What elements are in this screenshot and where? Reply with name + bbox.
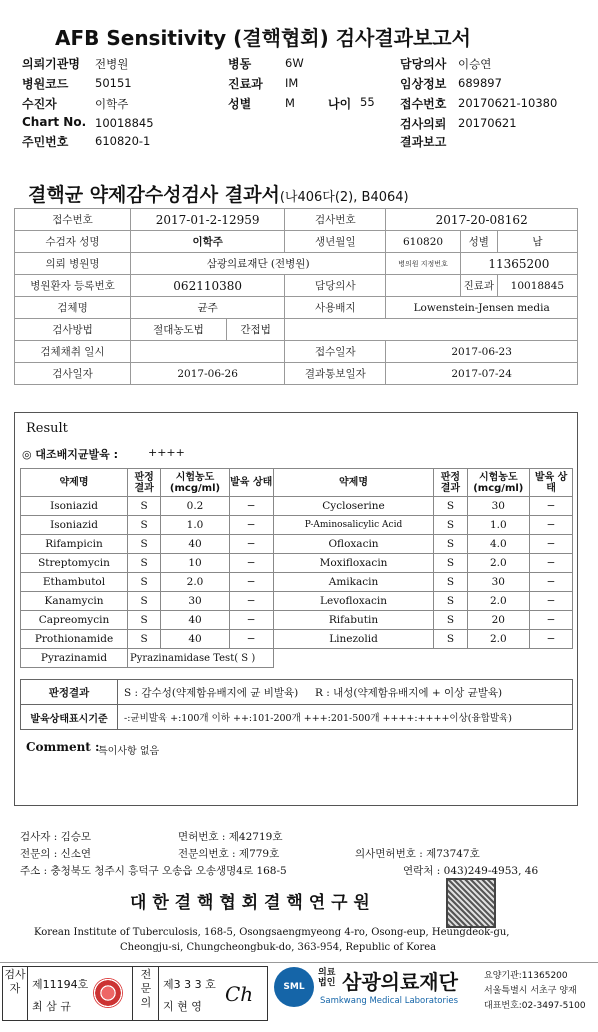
sign-name-2: 지 현 영: [163, 1000, 202, 1013]
collect-label: 검체채취 일시: [15, 341, 131, 363]
org-seal-icon: [446, 878, 496, 928]
col-drug: 약제명: [21, 469, 128, 497]
cell-drug: Moxifloxacin: [273, 554, 434, 573]
cell-judge: S: [434, 497, 467, 516]
growth-desc: -:균비발육 +:100개 이하 ++:101-200개 +++:201-500개 ++++:++++이상(융합발육): [118, 705, 573, 730]
sex: 남: [497, 231, 577, 253]
control-label: ◎ 대조배지균발육 :: [22, 448, 119, 461]
header-value: 10018845: [95, 116, 154, 130]
comment-text: 특이사항 없음: [98, 746, 160, 757]
header-label: 접수번호: [400, 97, 447, 111]
divider: [27, 966, 28, 1021]
table-row: [21, 592, 573, 611]
cell-conc: 20: [467, 611, 530, 630]
cell-drug: Isoniazid: [21, 516, 128, 535]
cell-drug: Linezolid: [273, 630, 434, 649]
divider: [132, 966, 133, 1021]
tester: 검사자 : 김승모: [20, 831, 92, 843]
header-label: 담당의사: [400, 57, 447, 71]
license3: 의사면허번호 : 제73747호: [355, 848, 480, 860]
method2: 간접법: [226, 319, 284, 341]
col-judge: 판정 결과: [127, 469, 160, 497]
cell-drug: Ofloxacin: [273, 535, 434, 554]
cell-judge: S: [127, 611, 160, 630]
cell-growth: −: [530, 611, 573, 630]
col-drug-2: 약제명: [273, 469, 434, 497]
dob: 610820: [386, 231, 460, 253]
org-name: 대 한 결 핵 협 회 결 핵 연 구 원: [130, 893, 370, 913]
header-value: 20170621: [458, 116, 517, 130]
test-no-label: 검사번호: [285, 209, 386, 231]
address: 주소 : 충청북도 청주시 흥덕구 오송읍 오송생명4로 168-5: [20, 865, 287, 877]
header-label: 병동: [228, 57, 252, 71]
col-judge-2: 판정 결과: [434, 469, 467, 497]
cell-judge: S: [127, 573, 160, 592]
cell-drug: Rifampicin: [21, 535, 128, 554]
cell-conc: 2.0: [467, 592, 530, 611]
header-label: Chart No.: [22, 115, 87, 129]
reg-patient: 062110380: [131, 275, 285, 297]
cell-drug: Isoniazid: [21, 497, 128, 516]
header-value: 689897: [458, 76, 502, 90]
medium: Lowenstein-Jensen media: [386, 297, 578, 319]
medium-label: 사용배지: [285, 297, 386, 319]
cell-conc: 2.0: [467, 630, 530, 649]
cell-judge: S: [434, 592, 467, 611]
recv-date: 2017-06-23: [386, 341, 578, 363]
sex-label: 성별: [460, 231, 497, 253]
header-value: 50151: [95, 76, 132, 90]
dept: 10018845: [497, 275, 577, 297]
table-row: [21, 573, 573, 592]
sign-label-1: 검사자: [4, 968, 26, 995]
cell-growth: −: [229, 611, 273, 630]
cell-growth: −: [530, 497, 573, 516]
cell-growth: −: [229, 535, 273, 554]
pza-result: Pyrazinamidase Test( S ): [127, 649, 273, 668]
header-label: 성별: [228, 97, 252, 111]
cell-judge: S: [434, 535, 467, 554]
cell-conc: 40: [161, 611, 229, 630]
cell-judge: S: [127, 497, 160, 516]
divider: [158, 966, 159, 1021]
header-label: 수진자: [22, 97, 57, 111]
col-growth: 발육 상태: [229, 469, 273, 497]
table-row: [21, 516, 573, 535]
cell-judge: S: [434, 630, 467, 649]
hosp-code-label: 병의원 지정번호: [386, 253, 460, 275]
patient-name: 이학주: [131, 231, 285, 253]
form-title: 결핵균 약제감수성검사 결과서(나406다(2), B4064): [28, 184, 409, 206]
specialist: 전문의 : 신소연: [20, 848, 92, 860]
cell-drug: Amikacin: [273, 573, 434, 592]
company-en: Samkwang Medical Laboratories: [320, 996, 459, 1006]
cell-judge: S: [434, 516, 467, 535]
cell-conc: 0.2: [161, 497, 229, 516]
cell-conc: 1.0: [467, 516, 530, 535]
header-label: 진료과: [228, 77, 263, 91]
test-no: 2017-20-08162: [386, 209, 578, 231]
table-row: [21, 535, 573, 554]
table-row: [21, 630, 573, 649]
cell-judge: S: [434, 554, 467, 573]
header-value: 이학주: [95, 97, 129, 111]
cell-conc: 30: [161, 592, 229, 611]
growth-label: 발육상태표시기준: [21, 705, 118, 730]
red-seal-icon: [93, 978, 123, 1008]
form-code: (나406다(2), B4064): [279, 190, 409, 205]
doctor-label: 담당의사: [285, 275, 386, 297]
header-value: IM: [285, 76, 299, 90]
notify-date: 2017-07-24: [386, 363, 578, 385]
sign-label-2: 전문의: [140, 968, 152, 1009]
header-value: 6W: [285, 56, 304, 70]
test-date-label: 검사일자: [15, 363, 131, 385]
info-table: [14, 208, 578, 385]
cell-drug: Ethambutol: [21, 573, 128, 592]
header-label: 결과보고: [400, 135, 447, 149]
hosp-code: 11365200: [460, 253, 577, 275]
sml-logo-icon: SML: [274, 967, 314, 1007]
cell-conc: 30: [467, 497, 530, 516]
recv-label: 접수일자: [285, 341, 386, 363]
header-value: M: [285, 96, 295, 110]
cell-growth: −: [229, 630, 273, 649]
result-table: [20, 468, 573, 668]
company-addr: 서울특별시 서초구 양재: [484, 986, 577, 996]
cell-drug: Levofloxacin: [273, 592, 434, 611]
cell-judge: S: [127, 554, 160, 573]
judge-desc: S : 감수성(약제함유배지에 균 비발육) R : 내성(약제함유배지에 + 이상 균발육): [118, 680, 573, 705]
cell-growth: −: [530, 535, 573, 554]
age-label: 나이: [328, 97, 352, 111]
cell-growth: −: [229, 592, 273, 611]
report-title: AFB Sensitivity (결핵협회) 검사결과보고서: [55, 26, 471, 50]
table-row: [21, 554, 573, 573]
cell-growth: −: [530, 630, 573, 649]
doctor: [386, 275, 460, 297]
header-value: 610820-1: [95, 134, 151, 148]
cell-growth: −: [530, 516, 573, 535]
cell-drug: Prothionamide: [21, 630, 128, 649]
specimen-label: 검체명: [15, 297, 131, 319]
col-conc: 시험농도 (mcg/ml): [161, 469, 229, 497]
sign-no-2: 제3 3 3 호: [163, 978, 216, 991]
cell-judge: S: [434, 611, 467, 630]
cell-judge: S: [127, 516, 160, 535]
header-label: 주민번호: [22, 135, 69, 149]
cell-growth: −: [229, 573, 273, 592]
specimen: 균주: [131, 297, 285, 319]
license1: 면허번호 : 제42719호: [178, 831, 283, 843]
dept-label: 진료과: [460, 275, 497, 297]
header-label: 검사의뢰: [400, 117, 447, 131]
col-conc-2: 시험농도 (mcg/ml): [467, 469, 530, 497]
cell-conc: 2.0: [161, 573, 229, 592]
cell-drug: Kanamycin: [21, 592, 128, 611]
table-row: [21, 611, 573, 630]
cell-judge: S: [434, 573, 467, 592]
col-growth-2: 발육 상태: [530, 469, 573, 497]
cell-growth: −: [229, 554, 273, 573]
legend-table: [20, 679, 573, 730]
cell-judge: S: [127, 535, 160, 554]
cell-judge: S: [127, 630, 160, 649]
cell-drug: Streptomycin: [21, 554, 128, 573]
cell-conc: 10: [161, 554, 229, 573]
judge-label: 판정결과: [21, 680, 118, 705]
cell-growth: −: [530, 592, 573, 611]
cell-conc: 40: [161, 535, 229, 554]
cell-growth: −: [530, 573, 573, 592]
method1: 절대농도법: [131, 319, 227, 341]
cell-conc: 30: [467, 573, 530, 592]
hospital: 삼광의료재단 (전병원): [131, 253, 386, 275]
sign-name-1: 최 삼 규: [32, 1000, 71, 1013]
collect: [131, 341, 285, 363]
eng-addr1: Korean Institute of Tuberculosis, 168-5, Osongsaengmyeong 4-ro, Osong-eup, Heungdeok-gu,: [34, 927, 510, 938]
reg-no: 2017-01-2-12959: [131, 209, 285, 231]
control-value: ++++: [148, 446, 185, 459]
cell-conc: 4.0: [467, 535, 530, 554]
company-code: 요양기관:11365200: [484, 971, 568, 981]
company-name: 삼광의료재단: [342, 970, 458, 994]
eng-addr2: Cheongju-si, Chungcheongbuk-do, 363-954, Republic of Korea: [120, 942, 437, 953]
reg-patient-label: 병원환자 등록번호: [15, 275, 131, 297]
pza-drug: Pyrazinamid: [21, 649, 128, 668]
name-label: 수검자 성명: [15, 231, 131, 253]
license2: 전문의번호 : 제779호: [178, 848, 280, 860]
cell-drug: Capreomycin: [21, 611, 128, 630]
cell-conc: 1.0: [161, 516, 229, 535]
dob-label: 생년월일: [285, 231, 386, 253]
cell-drug: Rifabutin: [273, 611, 434, 630]
result-label: Result: [26, 421, 68, 436]
comment-label: Comment :: [26, 740, 100, 754]
test-date: 2017-06-26: [131, 363, 285, 385]
header-label: 의뢰기관명: [22, 57, 80, 71]
sign-no-1: 제11194호: [32, 978, 89, 991]
reg-no-label: 접수번호: [15, 209, 131, 231]
header-value: 이승연: [458, 57, 492, 71]
header-label: 병원코드: [22, 77, 69, 91]
cell-conc: 40: [161, 630, 229, 649]
blank-cell: [285, 319, 578, 341]
method-label: 검사방법: [15, 319, 131, 341]
cell-judge: S: [127, 592, 160, 611]
hospital-label: 의뢰 병원명: [15, 253, 131, 275]
header-label: 임상정보: [400, 77, 447, 91]
age-value: 55: [360, 95, 375, 109]
cell-conc: 2.0: [467, 554, 530, 573]
cell-growth: −: [229, 497, 273, 516]
cell-growth: −: [229, 516, 273, 535]
law-label: 의료 법인: [318, 968, 336, 988]
cell-drug: Cycloserine: [273, 497, 434, 516]
cell-growth: −: [530, 554, 573, 573]
header-value: 전병원: [95, 57, 129, 71]
header-value: 20170621-10380: [458, 96, 558, 110]
signature: Ch: [225, 982, 254, 1006]
notify-label: 결과통보일자: [285, 363, 386, 385]
cell-drug: P-Aminosalicylic Acid: [273, 516, 434, 535]
company-tel: 대표번호:02-3497-5100: [484, 1001, 586, 1011]
pza-blank: [273, 649, 572, 668]
table-row: [21, 497, 573, 516]
phone: 연락처 : 043)249-4953, 46: [403, 865, 539, 877]
